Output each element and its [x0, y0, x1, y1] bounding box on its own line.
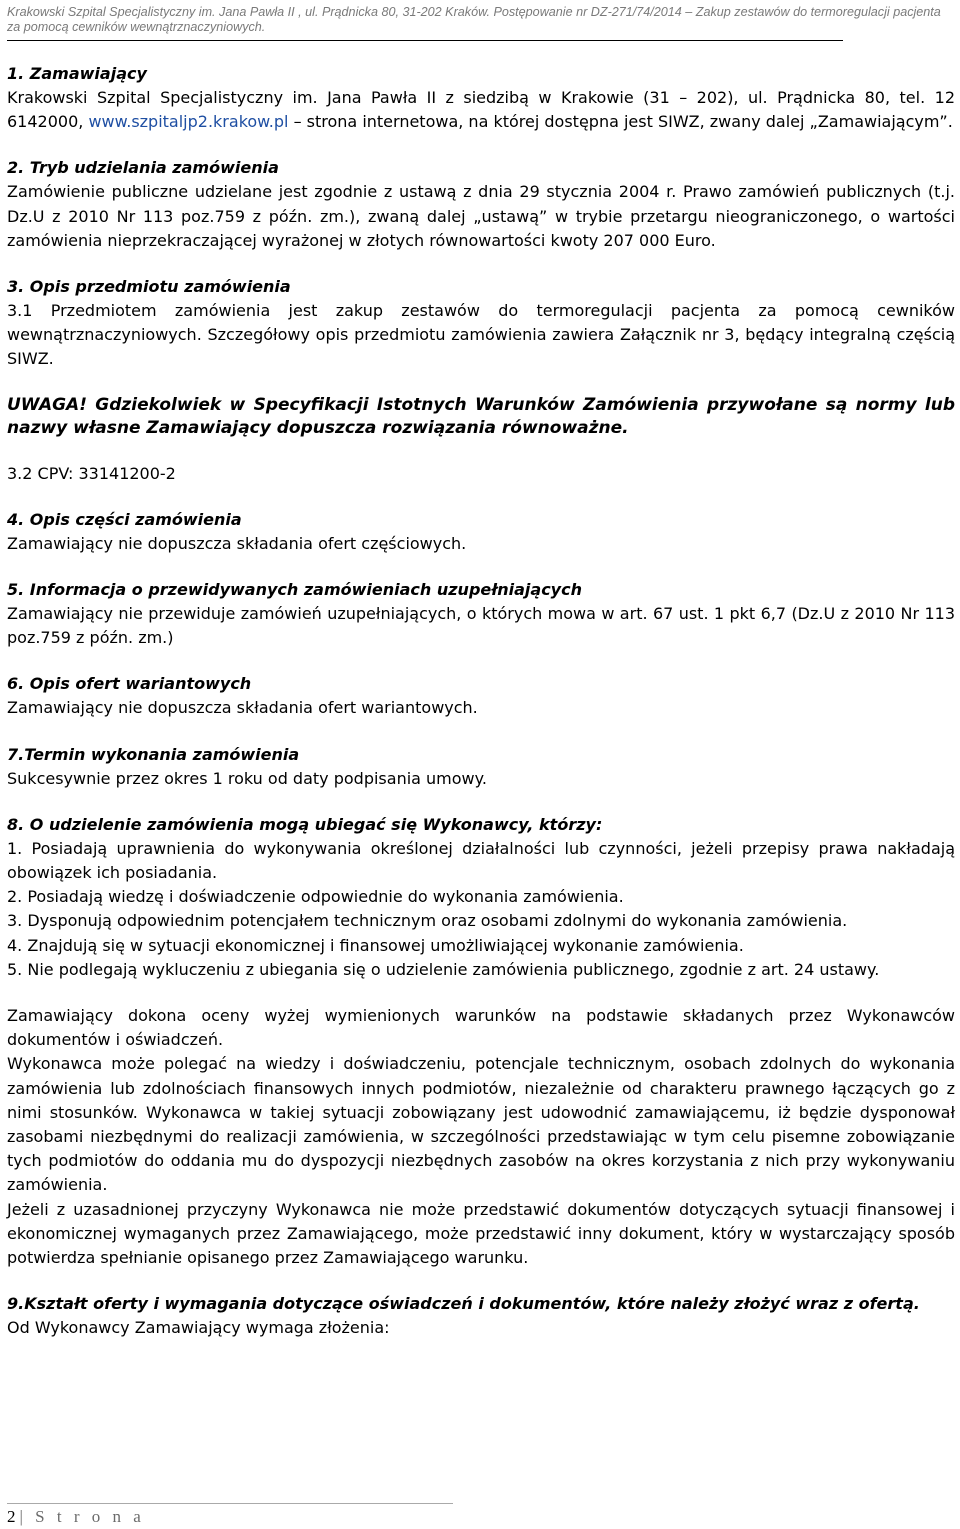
spacer [7, 982, 955, 1004]
section-5-heading: 5. Informacja o przewidywanych zamówieniach uzupełniających [7, 580, 582, 600]
section-9-text: Od Wykonawcy Zamawiający wymaga złożenia: [7, 1318, 390, 1338]
section-9 [7, 1292, 955, 1340]
section-7 [7, 743, 955, 791]
section-8-heading: 8. O udzielenie zamówienia mogą ubiegać się Wykonawcy, którzy: [7, 814, 603, 834]
cpv-code: 3.2 CPV: 33141200-2 [7, 463, 176, 483]
spacer [7, 253, 955, 275]
section-8-paragraph-2: Wykonawca może polegać na wiedzy i doświadczeniu, potencjale technicznym, osobach zdolnych do wykonania zamówienia lub zdolnościach finansowych innych podmiotów, niezależnie od charakteru prawnego łączących go z nimi stosunków. Wykonawca w takiej sytuacji zobowiązany jest udowodnić zamawiającemu, iż będzie dysponował zasobami niezbędnymi do realizacji zamówienia, w szczególności przedstawiając w tym celu pisemne zobowiązanie tych podmiotów do oddania mu do dyspozycji niezbędnych zasobów na okres korzystania z nich przy wykonywaniu zamówienia. [7, 1054, 955, 1195]
spacer [7, 1270, 955, 1292]
section-9-heading: 9.Kształt oferty i wymagania dotyczące oświadczeń i dokumentów, które należy złożyć wraz z ofertą. [7, 1294, 920, 1314]
spacer [7, 440, 955, 462]
condition-item: 5. Nie podlegają wykluczeniu z ubiegania się o udzielenie zamówienia publicznego, zgodnie z art. 24 ustawy. [7, 959, 880, 979]
spacer [7, 134, 955, 156]
section-4-heading: 4. Opis części zamówienia [7, 509, 242, 529]
section-1 [7, 62, 955, 134]
condition-item: 3. Dysponują odpowiednim potencjałem technicznym oraz osobami zdolnymi do wykonania zamówienia. [7, 911, 848, 931]
section-3-text: 3.1 Przedmiotem zamówienia jest zakup zestawów do termoregulacji pacjenta za pomocą cewników wewnątrznaczyniowych. Szczegółowy opis przedmiotu zamówienia zawiera Załącznik nr 3, będący integralną częścią SIWZ. [7, 301, 955, 369]
page-label: | S t r o n a [19, 1507, 145, 1526]
section-8-paragraph-3: Jeżeli z uzasadnionej przyczyny Wykonawca nie może przedstawić dokumentów dotyczących sytuacji finansowej i ekonomicznej wymaganych przez Zamawiającego, może przedstawić inny dokument, który w wystarczający sposób potwierdza spełnianie opisanego przez Zamawiającego warunku. [7, 1199, 955, 1268]
warning-note: UWAGA! Gdziekolwiek w Specyfikacji Istotnych Warunków Zamówienia przywołane są normy lub nazwy własne Zamawiający dopuszcza rozwiązania równoważne. [7, 394, 955, 438]
spacer [7, 650, 955, 672]
section-1-text-part2: – strona internetowa, na której dostępna jest SIWZ, zwany dalej „Zamawiającym”. [288, 112, 953, 132]
section-3 [7, 275, 955, 486]
section-6 [7, 672, 955, 720]
section-6-text: Zamawiający nie dopuszcza składania ofert wariantowych. [7, 698, 478, 718]
condition-item: 4. Znajdują się w sytuacji ekonomicznej i finansowej umożliwiającej wykonanie zamówienia. [7, 935, 744, 955]
section-1-heading: 1. Zamawiający [7, 64, 147, 83]
condition-item: 1. Posiadają uprawnienia do wykonywania określonej działalności lub czynności, jeżeli przepisy prawa nakładają obowiązek ich posiadania. [7, 838, 955, 883]
section-7-heading: 7.Termin wykonania zamówienia [7, 744, 300, 764]
footer-rule [7, 1503, 453, 1504]
section-2-text: Zamówienie publiczne udzielane jest zgodnie z ustawą z dnia 29 stycznia 2004 r. Prawo zamówień publicznych (t.j. Dz.U z 2010 Nr 113 poz.759 z późn. zm.), zwaną dalej „ustawą” w trybie przetargu nieograniczonego, o wartości zamówienia nieprzekraczającej wyrażonej w złotych równowartości kwoty 207 000 Euro. [7, 182, 955, 250]
spacer [7, 721, 955, 743]
section-3-heading: 3. Opis przedmiotu zamówienia [7, 277, 291, 297]
header-rule [7, 40, 843, 41]
spacer [7, 486, 955, 508]
document-body [7, 62, 955, 1341]
page-number: 2 [7, 1507, 16, 1526]
running-header-line2: cewników wewnątrznaczyniowych. [72, 20, 266, 34]
running-header-line1: Krakowski Szpital Specjalistyczny im. Jana Pawła II , ul. Prądnicka 80, 31-202 Kraków. Postępowanie nr DZ-271/74/2014 – Zakup zestawów do termoregulacji pacjenta za pomocą [7, 5, 941, 34]
page-footer [7, 1507, 145, 1527]
spacer [7, 556, 955, 578]
section-8 [7, 813, 955, 1270]
section-5 [7, 578, 955, 650]
section-4 [7, 508, 955, 556]
website-link[interactable]: www.szpitaljp2.krakow.pl [88, 112, 289, 132]
condition-item: 2. Posiadają wiedzę i doświadczenie odpowiednie do wykonania zamówienia. [7, 887, 624, 907]
spacer [7, 791, 955, 813]
section-7-text: Sukcesywnie przez okres 1 roku od daty podpisania umowy. [7, 768, 487, 788]
section-4-text: Zamawiający nie dopuszcza składania ofert częściowych. [7, 533, 467, 553]
spacer [7, 372, 955, 394]
section-5-text: Zamawiający nie przewiduje zamówień uzupełniających, o których mowa w art. 67 ust. 1 pkt 6,7 (Dz.U z 2010 Nr 113 poz.759 z późn. zm.) [7, 604, 955, 648]
section-1-text [7, 86, 955, 134]
section-6-heading: 6. Opis ofert wariantowych [7, 674, 252, 694]
section-2-heading: 2. Tryb udzielania zamówienia [7, 158, 279, 178]
section-1-text-part1: Krakowski Szpital Specjalistyczny im. Jana Pawła II z siedzibą w Krakowie (31 – 202), ul. Prądnicka 80, tel. 12 6142000, [7, 88, 955, 132]
running-header [7, 0, 953, 35]
section-8-paragraph-1: Zamawiający dokona oceny wyżej wymienionych warunków na podstawie składanych przez Wykonawców dokumentów i oświadczeń. [7, 1006, 955, 1050]
section-2 [7, 156, 955, 253]
